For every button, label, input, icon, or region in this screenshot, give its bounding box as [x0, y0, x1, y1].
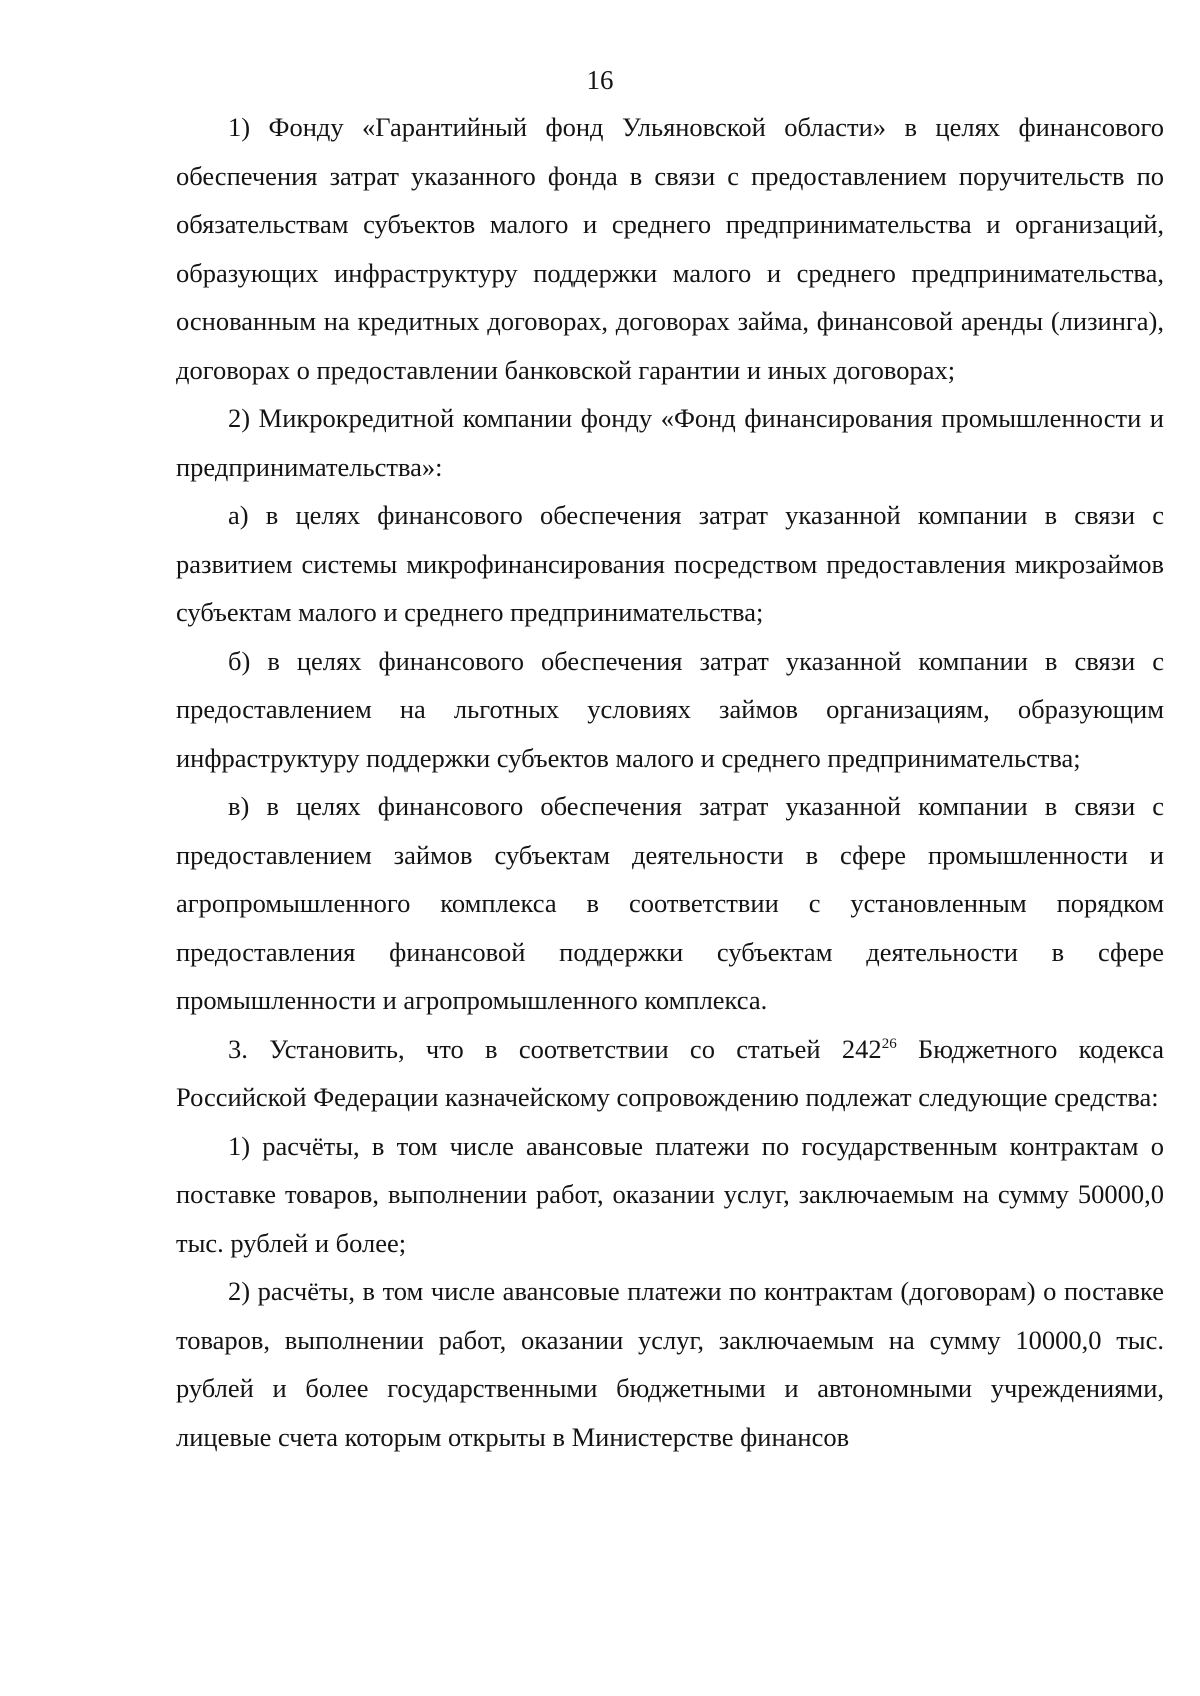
- paragraph-guarantee-fund: 1) Фонду «Гарантийный фонд Ульяновской области» в целях финансового обеспечения затрат указанного фонда в связи с предоставлением поручительств по обязательствам субъектов малого и среднего предпринимательства и организаций, образующих инфраструктуру поддержки малого и среднего предпринимательства, основанным на кредитных договорах, договорах займа, финансовой аренды (лизинга), договорах о предоставлении банковской гарантии и иных договорах;: [176, 112, 1164, 385]
- paragraph-microcredit-company: 2) Микрокредитной компании фонду «Фонд финансирования промышленности и предпринимательства»:: [176, 403, 1164, 482]
- budget-code-text: Бюджетного кодекса Российской Федерации казначейскому сопровождению подлежат следующие средства:: [176, 1033, 1164, 1112]
- article-reference-text: 3. Установить, что в соответствии со статьей 242: [228, 1033, 882, 1064]
- document-body: [176, 103, 1164, 1461]
- page-number: 16: [586, 65, 614, 95]
- paragraph-treasury-support: [176, 1025, 1164, 1122]
- paragraph-item-v: в) в целях финансового обеспечения затрат указанной компании в связи с предоставлением займов субъектам деятельности в сфере промышленности и агропромышленного комплекса в соответствии с установленным порядком предоставления финансовой поддержки субъектам деятельности в сфере промышленности и агропромышленного комплекса.: [176, 791, 1164, 1015]
- paragraph-item-b: б) в целях финансового обеспечения затрат указанной компании в связи с предоставлением на льготных условиях займов организациям, образующим инфраструктуру поддержки субъектов малого и среднего предпринимательства;: [176, 645, 1164, 773]
- article-superscript: 26: [881, 1035, 897, 1052]
- paragraph-institution-contracts: 2) расчёты, в том числе авансовые платежи по контрактам (договорам) о поставке товаров, выполнении работ, оказании услуг, заключаемым на сумму 10000,0 тыс. рублей и более государственными бюджетными и автономными учреждениями, лицевые счета которым открыты в Министерстве финансов: [176, 1276, 1164, 1452]
- paragraph-item-a: а) в целях финансового обеспечения затрат указанной компании в связи с развитием системы микрофинансирования посредством предоставления микрозаймов субъектам малого и среднего предпринимательства;: [176, 500, 1164, 627]
- paragraph-state-contracts: 1) расчёты, в том числе авансовые платежи по государственным контрактам о поставке товаров, выполнении работ, оказании услуг, заключаемым на сумму 50000,0 тыс. рублей и более;: [176, 1130, 1164, 1258]
